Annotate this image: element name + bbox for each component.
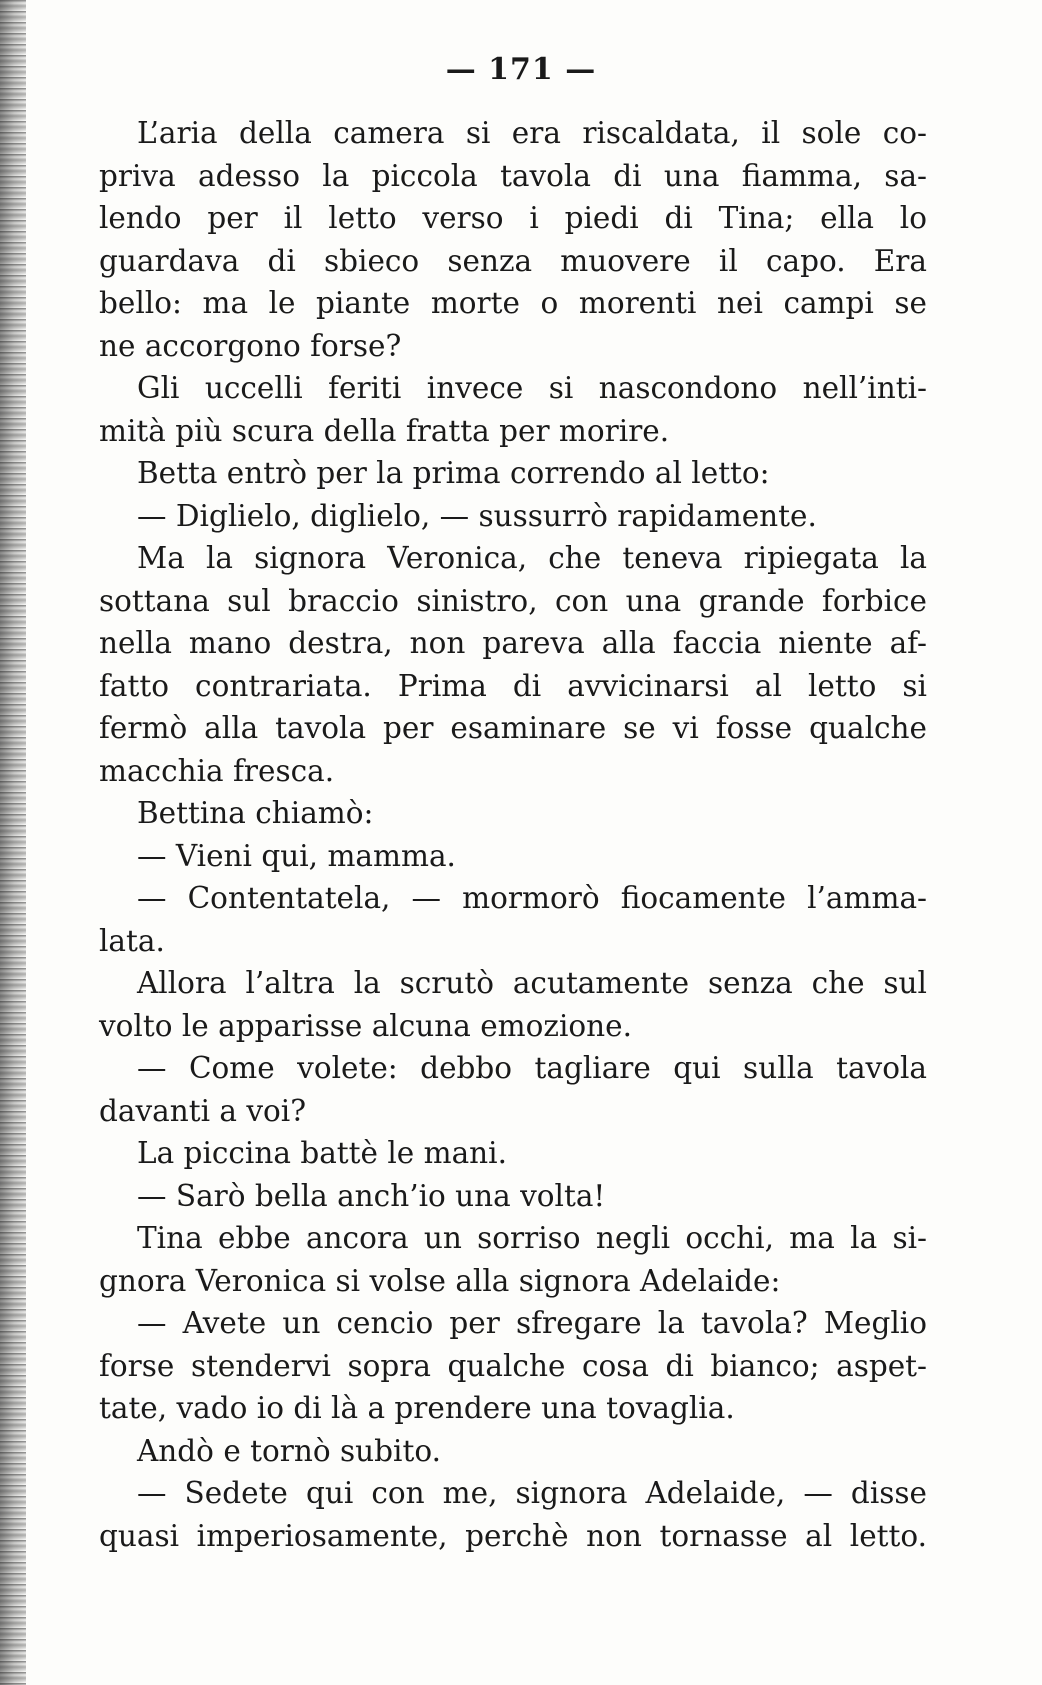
text-line: volto le apparisse alcuna emozione. [99,1008,632,1043]
text-line: — Avete un cencio per sfregare la tavola? Meglio [137,1306,927,1340]
body-text [99,112,927,1557]
page-binding-edge [0,0,26,1685]
text-line: — Vieni qui, mamma. [137,838,456,873]
text-line: macchia fresca. [99,753,335,788]
text-line: Gli uccelli feriti invece si nascondono nell’inti- [137,371,927,405]
text-line: nella mano destra, non pareva alla faccia niente af- [99,626,927,660]
text-line: Tina ebbe ancora un sorriso negli occhi, ma la si- [137,1221,927,1255]
text-line: fatto contrariata. Prima di avvicinarsi al letto si [99,668,927,703]
text-line: L’aria della camera si era riscaldata, il sole co- [137,116,927,150]
text-line: — Sarò bella anch’io una volta! [137,1178,606,1213]
page-number: — 171 — [445,52,597,87]
text-line: lendo per il letto verso i piedi di Tina; ella lo [99,201,927,235]
text-line: Bettina chiamò: [137,796,374,830]
text-line: La piccina battè le mani. [137,1136,507,1170]
text-line: Allora l’altra la scrutò acutamente senza che sul [137,966,927,1000]
text-line: — Come volete: debbo tagliare qui sulla tavola [137,1051,927,1085]
text-line: forse stendervi sopra qualche cosa di bianco; aspet- [99,1348,927,1383]
text-line: Andò e tornò subito. [137,1433,441,1468]
text-line: bello: ma le piante morte o morenti nei campi se [99,286,927,320]
text-line: ne accorgono forse? [99,328,402,363]
text-line: fermò alla tavola per esaminare se vi fosse qualche [99,711,927,745]
text-line: davanti a voi? [99,1093,307,1128]
text-line: — Sedete qui con me, signora Adelaide, — disse [137,1476,927,1510]
text-line: mità più scura della fratta per morire. [99,413,670,448]
text-line: guardava di sbieco senza muovere il capo. Era [99,243,927,278]
text-line: priva adesso la piccola tavola di una fiamma, sa- [99,158,927,193]
text-line: — Diglielo, diglielo, — sussurrò rapidamente. [137,498,817,533]
text-line: quasi imperiosamente, perchè non tornasse al letto. [99,1518,927,1553]
text-line: Betta entrò per la prima correndo al letto: [137,456,770,490]
text-line: sottana sul braccio sinistro, con una grande forbice [99,583,927,618]
text-line: lata. [99,923,165,958]
text-line: — Contentatela, — mormorò fiocamente l’amma- [137,881,927,915]
text-line: Ma la signora Veronica, che teneva ripiegata la [137,541,927,575]
text-line: tate, vado io di là a prendere una tovaglia. [99,1391,735,1425]
text-line: gnora Veronica si volse alla signora Adelaide: [99,1263,781,1298]
